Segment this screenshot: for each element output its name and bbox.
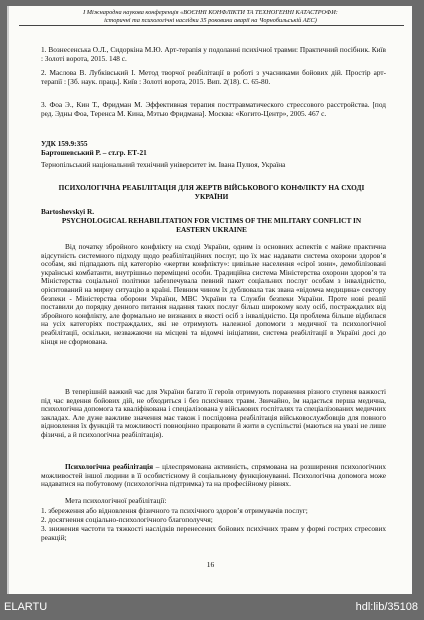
paragraph-1: Від початку збройного конфлікту на сході України, одним із основних аспектів є майже практична відсутність системного підходу щодо реабілітаційних послуг, що їх має надавати система охорони здоров’я особам, які підпадають під категорію «жертви конфлікту»: цивільне населення «сірої зони», демобілізовані українські комбатанти, внутрішньо переміщені особи. Традиційна система Міністерства охорони здоров’я та Міністерства соціальної політики забезпечувала певний пакет соціальних послуг особам з інвалідністю, орієнтований на мирну ситуацію в країні. Певним чином їх дублювала так звана «відомча медицина» сектору безпеки - Міністерства оборони України, МВС України та Служби безпеки України. Проте нові реалії поставили до порядку денного питання надання таких послуг більш широкому колу осіб, постраждалих від збройного конфлікту, але формально не визнаних в якості осіб з інвалідністю. Ця проблема більше відбилася на усіх категоріях постраждалих, які не отримують належної допомоги з медичної та психологічної реабілітації, оскільки, незважаючи на місцеві та відомчі ініціативи, система реабілітації в Україні досі до кінця не сформована. [41,242,386,346]
document-page [7,6,412,594]
reference-1: 1. Вознесенська О.Л., Сидоркіна М.Ю. Арт-терапія у подоланні психічної травми: Практичний посібник. Київ : Золоті ворота, 2015. 148 с. [41,45,386,63]
goal-2: 2. досягнення соціально-психологічного благополуччя; [41,515,213,524]
header-line-2: історичні та психологічні наслідки 35 роковини аварії на Чорнобильській АЕС) [104,17,317,24]
repository-name: ELARTU [4,601,48,613]
goal-1: 1. збереження або відновлення фізичного та психічного здоров’я отримувачів послуг; [41,506,308,515]
repository-footer [0,594,424,620]
title-ua: ПСИХОЛОГІЧНА РЕАБІЛІТАЦІЯ ДЛЯ ЖЕРТВ ВІЙСЬКОВОГО КОНФЛІКТУ НА СХОДІ УКРАЇНИ [58,183,365,201]
paragraph-2: В теперішній важкий час для України багато її героїв отримують поранення різного ступеня важкості під час ведення бойових дій, не обходиться і без психічних травм. Звичайно, їм надається перша медична, психологічна допомога та кваліфікована і спеціалізована у військових госпіталях та спеціалізованих медичних закладах. Але дуже важливе значення має також і послідовна реабілітація військовослужбовців для повного відновлення їх функцій та можливості повноцінно працювати й жити в суспільстві (маються на увазі не лише фізичні, а й психологічна реабілітація). [41,387,386,439]
goal-3: 3. знижения частоти та тяжкості наслідків перенесених бойових психічних травм у формі гострих стресових реакцій; [41,524,386,542]
author-ua: Бартошевський Р. – ст.гр. ЕТ-21 [41,148,147,157]
reference-3: 3. Фоа Э., Кин Т., Фридман М. Эффективная терапия посттравматического стрессового расстройства. [под ред. Эдны Фоа, Теренса М. Кина, Мэтью Фридмана]. Москва: «Когито-Центр», 2005. 467 с. [41,100,386,118]
title-en: PSYCHOLOGICAL REHABILITATION FOR VICTIMS OF THE MILITARY CONFLICT IN EASTERN UKRAINE [61,216,362,234]
reference-2: 2. Маслова В. Лубківський І. Метод творчої реабілітації в роботі з учасниками бойових дій. Простір арт-терапії : [Зб. наук. праць]. Київ : Золоті ворота, 2015. Вип. 2(18). С. 65-80. [41,68,386,86]
goals-title: Мета психологічної реабілітації: [65,496,167,505]
udc-code: УДК 159.9:355 [41,139,88,148]
paragraph-3 [41,463,386,489]
header-divider [19,25,404,26]
affiliation: Тернопільський національний технічний університет ім. Івана Пулюя, Україна [41,160,286,169]
page-number: 16 [206,560,215,569]
header-line-1: І Міжнародна наукова конференція «ВОЄННІ КОНФЛІКТИ ТА ТЕХНОГЕННІ КАТАСТРОФИ: [83,9,338,16]
handle-id: hdl:lib/35108 [355,601,418,613]
paragraph-3-text: – цілеспрямована активність, спрямована на розширення психологічних можливостей іншої людини в її особистісному й соціальному функціонуванні. Психологічна допомога може надаватися на побутовому (психологічна підтримка) та на професійному рівнях. [41,462,386,489]
author-en: Bartoshevskyi R. [41,207,95,216]
term-psych-rehab: Психологічна реабілітація [65,462,154,471]
